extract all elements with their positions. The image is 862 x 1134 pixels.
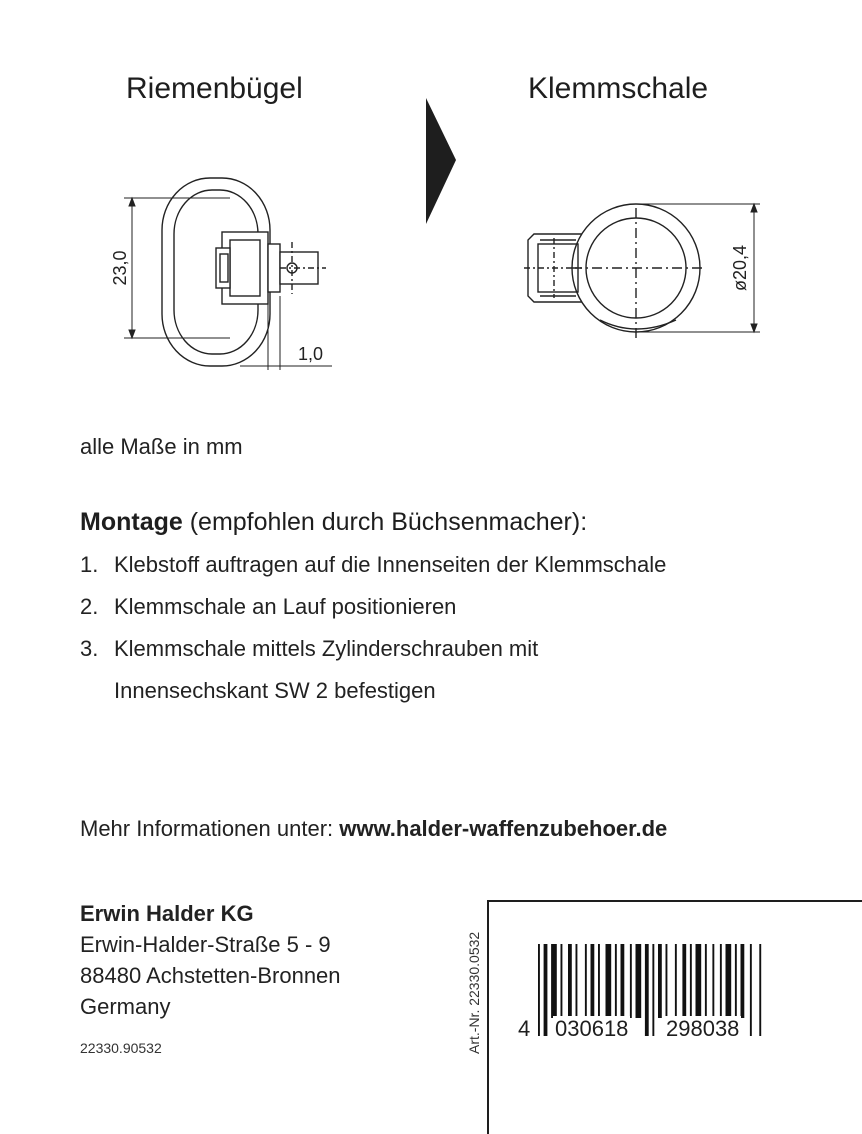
barcode-bar (658, 944, 662, 1018)
more-info-label: Mehr Informationen unter: (80, 816, 340, 841)
barcode-bar (606, 944, 612, 1018)
company-address (80, 898, 341, 1022)
step-number: 3. (80, 636, 99, 661)
barcode-bar (645, 944, 649, 1036)
klemmschale-drawing (520, 188, 770, 348)
step-text: Klemmschale mittels Zylinderschrauben mit (114, 636, 539, 661)
barcode-bar (759, 944, 761, 1036)
klemmschale-heading: Klemmschale (528, 72, 709, 105)
barcode-group-right: 298038 (666, 1016, 740, 1041)
barcode-bar (652, 944, 654, 1036)
step-text: Innensechskant SW 2 befestigen (114, 678, 436, 703)
barcode-bar (712, 944, 714, 1018)
barcode-bar (675, 944, 677, 1018)
barcode-bar (666, 944, 668, 1018)
barcode-digit-first: 4 (518, 1016, 531, 1041)
units-note: alle Maße in mm (80, 434, 243, 459)
company-street: Erwin-Halder-Straße 5 - 9 (80, 932, 331, 957)
barcode-bar (551, 944, 557, 1018)
barcode-bar (750, 944, 752, 1036)
barcode-bar (735, 944, 737, 1018)
barcode-bar (591, 944, 595, 1018)
step-number: 1. (80, 552, 99, 577)
company-code: 22330.90532 (80, 1040, 162, 1056)
montage-heading (80, 508, 587, 537)
barcode-bar (636, 944, 642, 1018)
step-text: Klebstoff auftragen auf die Innenseiten der Klemmschale (114, 552, 667, 577)
barcode-bar (690, 944, 692, 1018)
step-text: Klemmschale an Lauf positionieren (114, 594, 457, 619)
company-city: 88480 Achstetten-Bronnen (80, 963, 341, 988)
barcode-bar (585, 944, 587, 1018)
barcode-bar (682, 944, 686, 1018)
montage-title: Montage (80, 508, 183, 536)
step-number: 2. (80, 594, 99, 619)
riemenbuegel-heading: Riemenbügel (126, 72, 303, 105)
barcode-bar (598, 944, 600, 1018)
barcode-bar (576, 944, 578, 1018)
barcode-bar (720, 944, 722, 1018)
company-country: Germany (80, 994, 171, 1019)
barcode-bar (630, 944, 632, 1018)
arrow-right-icon (420, 96, 460, 226)
barcode-group-left: 030618 (555, 1016, 629, 1041)
montage-steps (80, 544, 666, 712)
company-name: Erwin Halder KG (80, 901, 254, 926)
riemenbuegel-drawing (100, 170, 340, 380)
montage-subtitle: (empfohlen durch Büchsenmacher): (182, 508, 588, 536)
step-item (80, 670, 666, 712)
step-item (80, 586, 666, 628)
dimension-height: 23,0 (110, 250, 130, 286)
dimension-diameter: ø20,4 (730, 244, 750, 292)
dimension-thickness: 1,0 (298, 344, 324, 364)
website-link[interactable]: www.halder-waffenzubehoer.de (339, 816, 668, 841)
barcode-bar (741, 944, 745, 1018)
more-info (80, 816, 667, 842)
barcode-bar (538, 944, 540, 1036)
barcode-bar (568, 944, 572, 1018)
barcode-bar (726, 944, 732, 1018)
barcode-bar (696, 944, 702, 1018)
step-item (80, 544, 666, 586)
barcode-bar (621, 944, 625, 1018)
barcode-bar (705, 944, 707, 1018)
barcode-bar (615, 944, 617, 1018)
step-item (80, 628, 666, 670)
barcode-bar (561, 944, 563, 1018)
article-number: Art.-Nr. 22330.0532 (466, 931, 482, 1054)
barcode-bar (544, 944, 548, 1036)
